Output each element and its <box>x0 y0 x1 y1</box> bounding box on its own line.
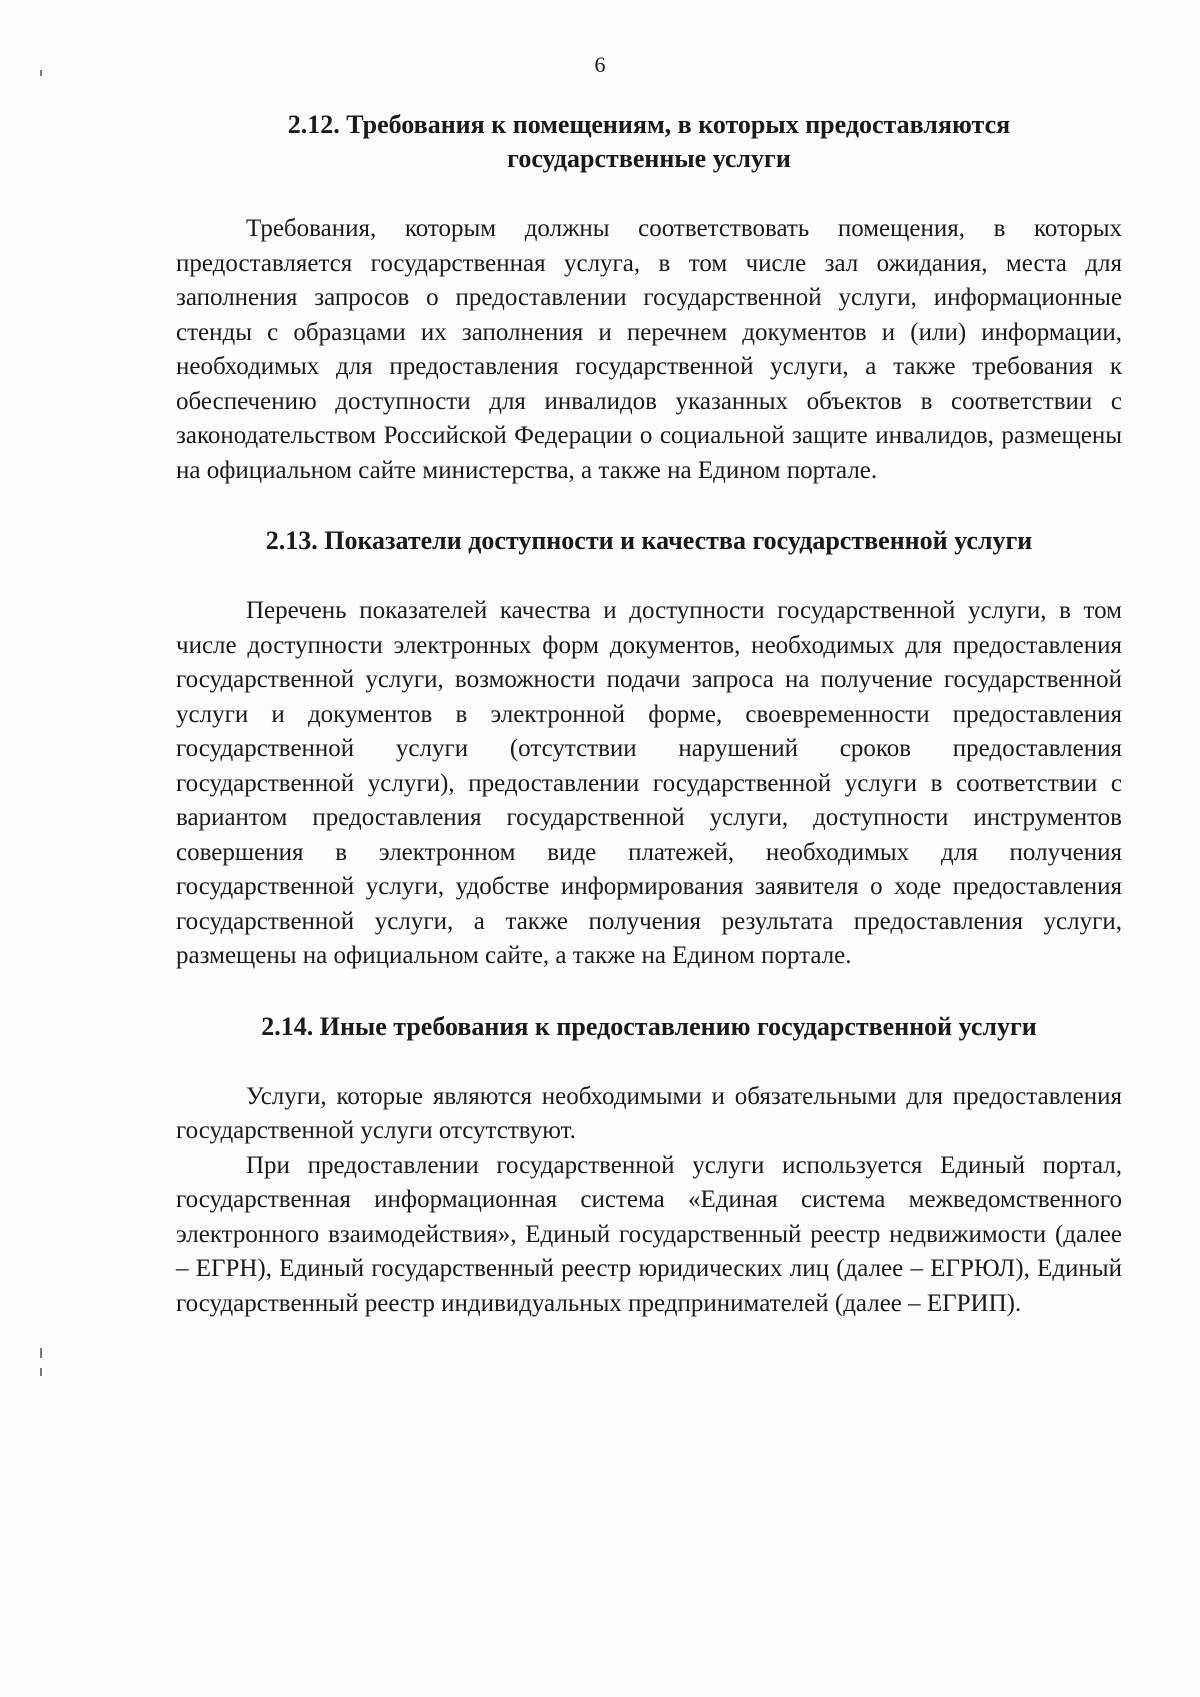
section-heading-2-14: 2.14. Иные требования к предоставлению государственной услуги <box>261 1011 1037 1041</box>
section-heading-2-12: 2.12. Требования к помещениям, в которых предоставляются государственные услуги <box>287 110 1011 173</box>
page-number: 6 <box>594 52 606 77</box>
section-2-13-paragraph: Перечень показателей качества и доступности государственной услуги, в том числе доступности электронных форм документов, необходимых для предоставления государственной услуги, возможности подачи запроса на получение государственной услуги и документов в электронной форме, своевременности предоставления государственной услуги (отсутствии нарушений сроков предоставления государственной услуги), предоставлении государственной услуги в соответствии с вариантом предоставления государственной услуги, доступности инструментов совершения в электронном виде платежей, необходимых для получения государственной услуги, удобстве информирования заявителя о ходе предоставления государственной услуги, а также получения результата предоставления услуги, размещены на официальном сайте, а также на Едином портале. <box>176 597 1122 969</box>
section-2-14-paragraph-2: При предоставлении государственной услуги используется Единый портал, государственная информационная система «Единая система межведомственного электронного взаимодействия», Единый государственный реестр недвижимости (далее – ЕГРН), Единый государственный реестр юридических лиц (далее – ЕГРЮЛ), Единый государственный реестр индивидуальных предпринимателей (далее – ЕГРИП). <box>176 1151 1122 1317</box>
section-2-12-paragraph: Требования, которым должны соответствовать помещения, в которых предоставляется государственная услуга, в том числе зал ожидания, места для заполнения запросов о предоставлении государственной услуги, информационные стенды с образцами их заполнения и перечнем документов и (или) информации, необходимых для предоставления государственной услуги, а также требования к обеспечению доступности для инвалидов указанных объектов в соответствии с законодательством Российской Федерации о социальной защите инвалидов, размещены на официальном сайте министерства, а также на Едином портале. <box>176 215 1122 484</box>
document-body <box>176 108 1122 1321</box>
scan-mark-left-1 <box>40 1348 42 1358</box>
section-heading-2-13: 2.13. Показатели доступности и качества государственной услуги <box>265 526 1033 555</box>
scan-mark-left-2 <box>40 1368 42 1376</box>
scan-mark-top-left <box>40 70 42 76</box>
section-2-14-paragraph-1: Услуги, которые являются необходимыми и обязательными для предоставления государственной услуги отсутствуют. <box>176 1082 1122 1144</box>
